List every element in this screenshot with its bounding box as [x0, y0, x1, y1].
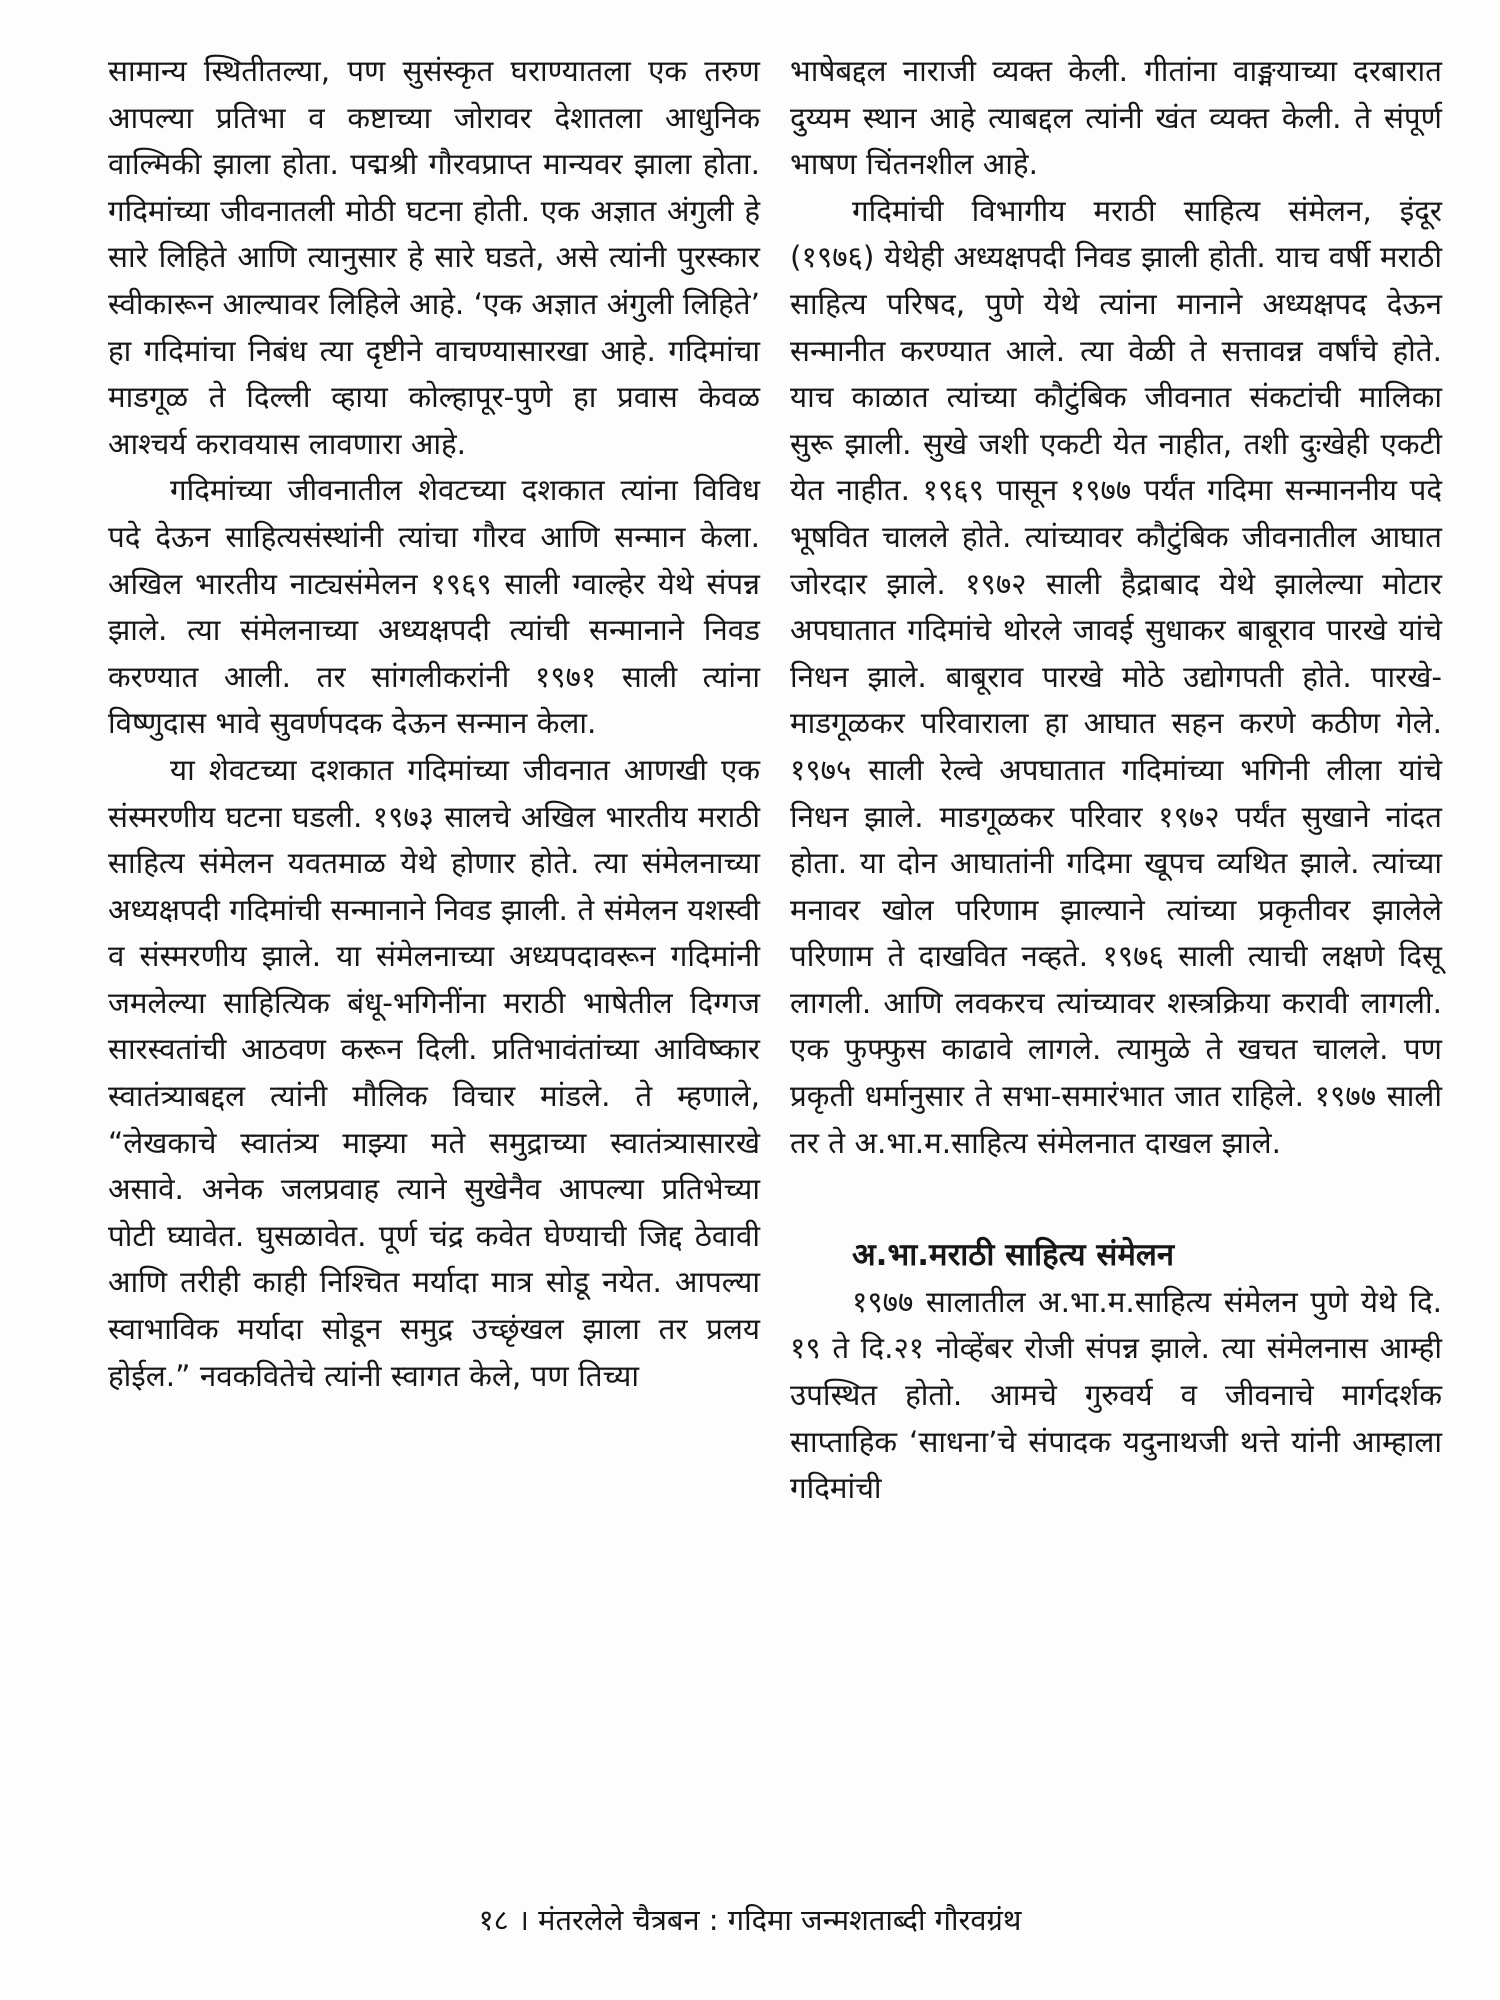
left-paragraph-2: गदिमांच्या जीवनातील शेवटच्या दशकात त्यांना विविध पदे देऊन साहित्यसंस्थांनी त्यांचा गौरव आणि सन्मान केला. अखिल भारतीय नाट्यसंमेलन १९६९ साली ग्वाल्हेर येथे संपन्न झाले. त्या संमेलनाच्या अध्यक्षपदी त्यांची सन्मानाने निवड करण्यात आली. तर सांगलीकरांनी १९७१ साली त्यांना विष्णुदास भावे सुवर्णपदक देऊन सन्मान केला. — [108, 473, 760, 741]
right-paragraph-continued: भाषेबद्दल नाराजी व्यक्त केली. गीतांना वाङ्मयाच्या दरबारात दुय्यम स्थान आहे त्याबद्दल त्यांनी खंत व्यक्त केली. ते संपूर्ण भाषण चिंतनशील आहे. — [790, 54, 1442, 182]
left-paragraph-3: या शेवटच्या दशकात गदिमांच्या जीवनात आणखी एक संस्मरणीय घटना घडली. १९७३ सालचे अखिल भारतीय मराठी साहित्य संमेलन यवतमाळ येथे होणार होते. त्या संमेलनाच्या अध्यक्षपदी गदिमांची सन्मानाने निवड झाली. ते संमेलन यशस्वी व संस्मरणीय झाले. या संमेलनाच्या अध्यपदावरून गदिमांनी जमलेल्या साहित्यिक बंधू-भगिनींना मराठी भाषेतील दिग्गज सारस्वतांची आठवण करून दिली. प्रतिभावंतांच्या आविष्कार स्वातंत्र्याबद्दल त्यांनी मौलिक विचार मांडले. ते म्हणाले, “लेखकाचे स्वातंत्र्य माझ्या मते समुद्राच्या स्वातंत्र्यासारखे असावे. अनेक जलप्रवाह त्याने सुखेनैव आपल्या प्रतिभेच्या पोटी घ्यावेत. घुसळावेत. पूर्ण चंद्र कवेत घेण्याची जिद्द ठेवावी आणि तरीही काही निश्चित मर्यादा मात्र सोडू नयेत. आपल्या स्वाभाविक मर्यादा सोडून समुद्र उच्छृंखल झाला तर प्रलय होईल.” नवकवितेचे त्यांनी स्वागत केले, पण तिच्या — [108, 752, 760, 1393]
page-footer: १८ । मंतरलेले चैत्रबन : गदिमा जन्मशताब्दी गौरवग्रंथ — [478, 1903, 1022, 1937]
right-column — [790, 48, 1442, 1512]
left-paragraph-1: सामान्य स्थितीतल्या, पण सुसंस्कृत घराण्यातला एक तरुण आपल्या प्रतिभा व कष्टाच्या जोरावर देशातला आधुनिक वाल्मिकी झाला होता. पद्मश्री गौरवप्राप्त मान्यवर झाला होता. गदिमांच्या जीवनातली मोठी घटना होती. एक अज्ञात अंगुली हे सारे लिहिते आणि त्यानुसार हे सारे घडते, असे त्यांनी पुरस्कार स्वीकारून आल्यावर लिहिले आहे. ‘एक अज्ञात अंगुली लिहिते’ हा गदिमांचा निबंध त्या दृष्टीने वाचण्यासारखा आहे. गदिमांचा माडगूळ ते दिल्ली व्हाया कोल्हापूर-पुणे हा प्रवास केवळ आश्चर्य करावयास लावणारा आहे. — [108, 54, 760, 461]
right-paragraph-2: गदिमांची विभागीय मराठी साहित्य संमेलन, इंदूर (१९७६) येथेही अध्यक्षपदी निवड झाली होती. याच वर्षी मराठी साहित्य परिषद, पुणे येथे त्यांना मानाने अध्यक्षपद देऊन सन्मानीत करण्यात आले. त्या वेळी ते सत्तावन्न वर्षांचे होते. याच काळात त्यांच्या कौटुंबिक जीवनात संकटांची मालिका सुरू झाली. सुखे जशी एकटी येत नाहीत, तशी दुःखेही एकटी येत नाहीत. १९६९ पासून १९७७ पर्यंत गदिमा सन्माननीय पदे भूषवित चालले होते. त्यांच्यावर कौटुंबिक जीवनातील आघात जोरदार झाले. १९७२ साली हैद्राबाद येथे झालेल्या मोटार अपघातात गदिमांचे थोरले जावई सुधाकर बाबूराव पारखे यांचे निधन झाले. बाबूराव पारखे मोठे उद्योगपती होते. पारखे-माडगूळकर परिवाराला हा आघात सहन करणे कठीण गेले. १९७५ साली रेल्वे अपघातात गदिमांच्या भगिनी लीला यांचे निधन झाले. माडगूळकर परिवार १९७२ पर्यंत सुखाने नांदत होता. या दोन आघातांनी गदिमा खूपच व्यथित झाले. त्यांच्या मनावर खोल परिणाम झाल्याने त्यांच्या प्रकृतीवर झालेले परिणाम ते दाखवित नव्हते. १९७६ साली त्याची लक्षणे दिसू लागली. आणि लवकरच त्यांच्यावर शस्त्रक्रिया करावी लागली. एक फुफ्फुस काढावे लागले. त्यामुळे ते खचत चालले. पण प्रकृती धर्मानुसार ते सभा-समारंभात जात राहिले. १९७७ साली तर ते अ.भा.म.साहित्य संमेलनात दाखल झाले. — [790, 193, 1442, 1160]
left-column — [108, 48, 760, 1399]
right-paragraph-3: १९७७ सालातील अ.भा.म.साहित्य संमेलन पुणे येथे दि. १९ ते दि.२१ नोव्हेंबर रोजी संपन्न झाले. त्या संमेलनास आम्ही उपस्थित होतो. आमचे गुरुवर्य व जीवनाचे मार्गदर्शक साप्ताहिक ‘साधना’चे संपादक यदुनाथजी थत्ते यांनी आम्हाला गदिमांची — [790, 1284, 1442, 1506]
section-heading: अ.भा.मराठी साहित्य संमेलन — [852, 1237, 1175, 1274]
